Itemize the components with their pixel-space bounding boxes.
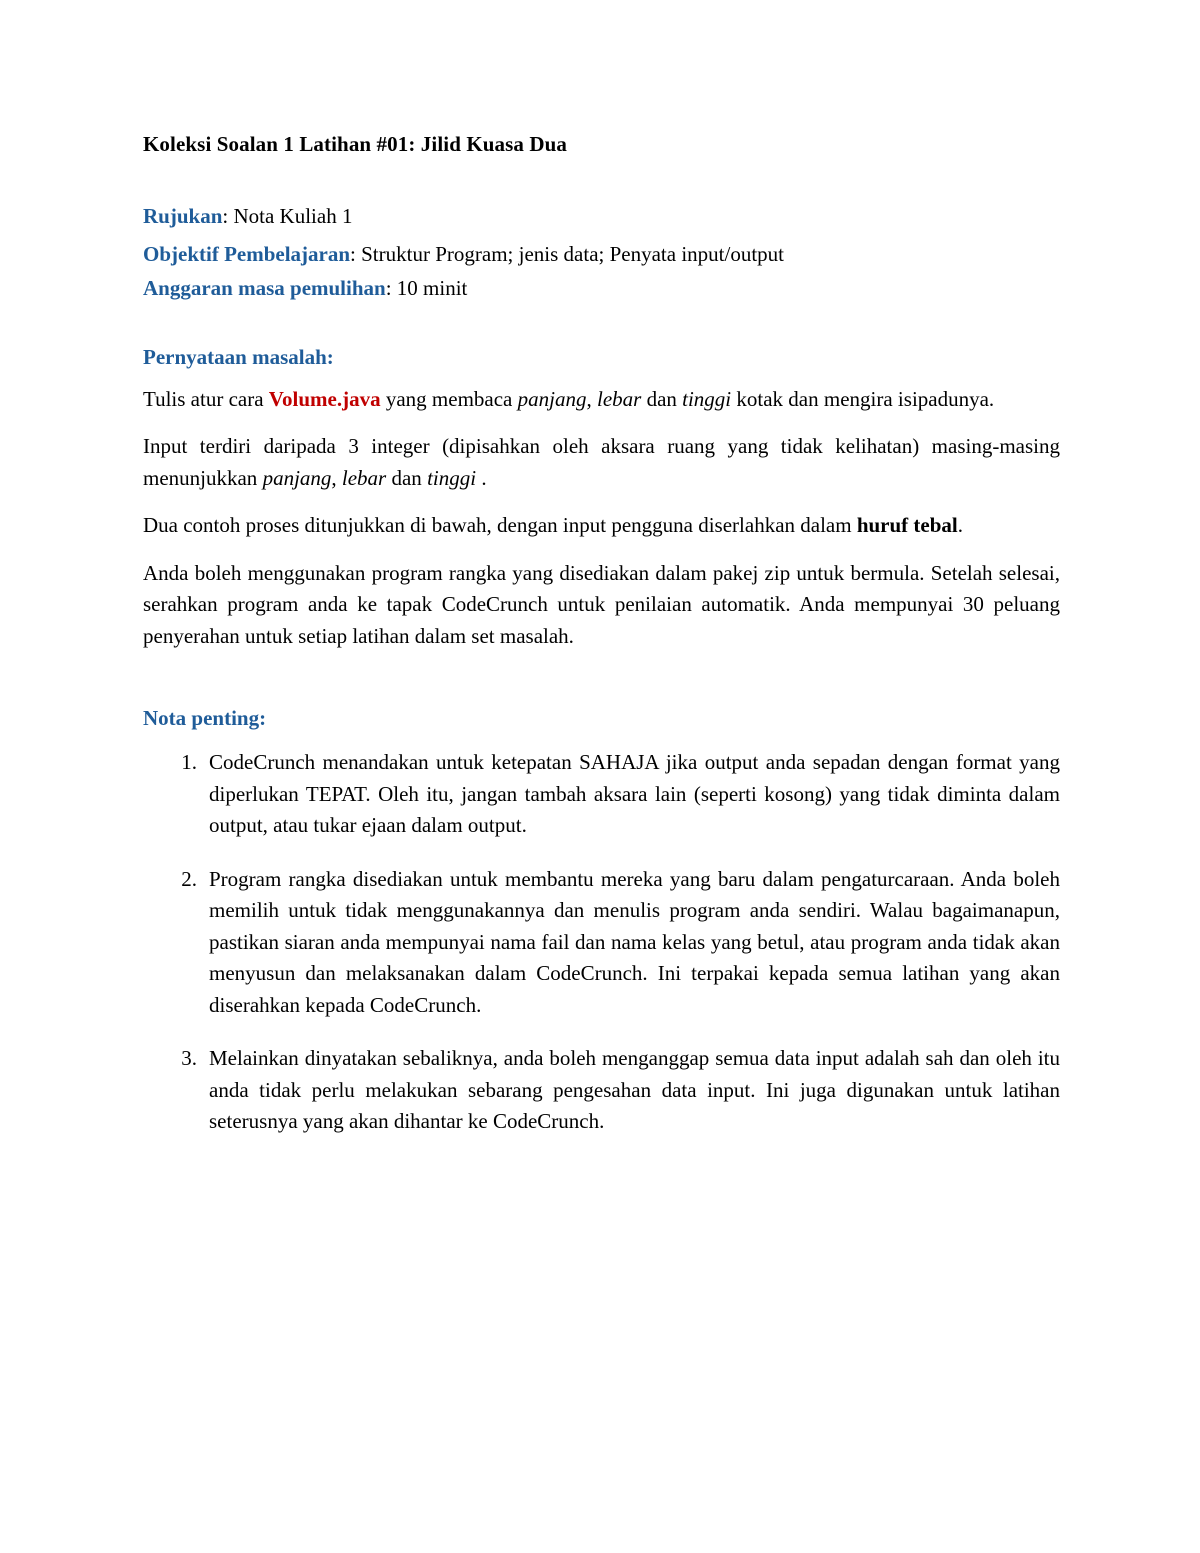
para1-text-b: yang membaca [380, 386, 518, 411]
para3-emphasis-huruf-tebal: huruf tebal [856, 513, 958, 538]
para2-term-lebar: lebar [341, 465, 387, 490]
problem-statement-heading-colon: : [326, 344, 334, 369]
para2-text-b: , [331, 465, 342, 490]
para2-text-d: . [476, 465, 487, 490]
para1-term-panjang: panjang [517, 386, 587, 411]
para3-text-b: . [957, 513, 964, 538]
reference-label: Rujukan [143, 204, 223, 228]
problem-paragraph-2 [143, 431, 1060, 494]
para3-text-a: Dua contoh proses ditunjukkan di bawah, dengan input pengguna diserlahkan dalam [143, 513, 857, 538]
para1-term-lebar: lebar [596, 386, 642, 411]
list-item: CodeCrunch menandakan untuk ketepatan SAHAJA jika output anda sepadan dengan format yang diperlukan TEPAT. Oleh itu, jangan tambah aksara lain (seperti kosong) yang tidak diminta dalam output, atau tukar ejaan dalam output. [209, 750, 1060, 838]
recovery-time-line [143, 273, 1060, 305]
para1-term-tinggi: tinggi [682, 386, 732, 411]
page-title: Koleksi Soalan 1 Latihan #01: Jilid Kuasa Dua [143, 132, 568, 156]
problem-statement-heading-label: Pernyataan masalah [143, 344, 327, 369]
metadata-block [143, 201, 1060, 305]
para2-term-panjang: panjang [262, 465, 332, 490]
objective-value: : Struktur Program; jenis data; Penyata input/output [350, 241, 784, 266]
file-name-volume-java: Volume.java [268, 386, 381, 411]
problem-statement-heading [143, 345, 1060, 370]
important-notes-list [143, 747, 1060, 1138]
important-notes-heading-label: Nota penting [143, 706, 260, 731]
para1-text-d: dan [641, 386, 683, 411]
objective-line [143, 239, 1060, 271]
objective-label: Objektif Pembelajaran [143, 241, 351, 266]
para1-text-a: Tulis atur cara [143, 386, 269, 411]
reference-line [143, 201, 1060, 233]
problem-paragraph-1 [143, 384, 1060, 416]
list-item: Melainkan dinyatakan sebaliknya, anda boleh menganggap semua data input adalah sah dan oleh itu anda tidak perlu melakukan sebarang pengesahan data input. Ini juga digunakan untuk latihan seterusnya yang akan dihantar ke CodeCrunch. [209, 1046, 1060, 1134]
problem-paragraph-4: Anda boleh menggunakan program rangka yang disediakan dalam pakej zip untuk bermula. Setelah selesai, serahkan program anda ke tapak CodeCrunch untuk penilaian automatik. Anda mempunyai 30 peluang penyerahan untuk setiap latihan dalam set masalah. [143, 560, 1060, 648]
important-notes-heading [143, 706, 1060, 731]
recovery-time-value: : 10 minit [385, 275, 468, 300]
para2-text-c: dan [386, 465, 428, 490]
important-notes-heading-colon: : [259, 706, 267, 731]
para1-text-e: kotak dan mengira isipadunya. [731, 386, 995, 411]
para2-term-tinggi: tinggi [427, 465, 477, 490]
para2-text-a: Input terdiri daripada 3 integer (dipisahkan oleh aksara ruang yang tidak kelihatan) masing-masing menunjukkan [143, 434, 1060, 490]
problem-paragraph-3 [143, 510, 1060, 542]
recovery-time-label: Anggaran masa pemulihan [143, 275, 386, 300]
para1-text-c: , [586, 386, 597, 411]
reference-value: : Nota Kuliah 1 [222, 204, 353, 228]
list-item: Program rangka disediakan untuk membantu mereka yang baru dalam pengaturcaraan. Anda boleh memilih untuk tidak menggunakannya dan menulis program anda sendiri. Walau bagaimanapun, pastikan siaran anda mempunyai nama fail dan nama kelas yang betul, atau program anda tidak akan menyusun dan melaksanakan dalam CodeCrunch. Ini terpakai kepada semua latihan yang akan diserahkan kepada CodeCrunch. [209, 866, 1060, 1017]
